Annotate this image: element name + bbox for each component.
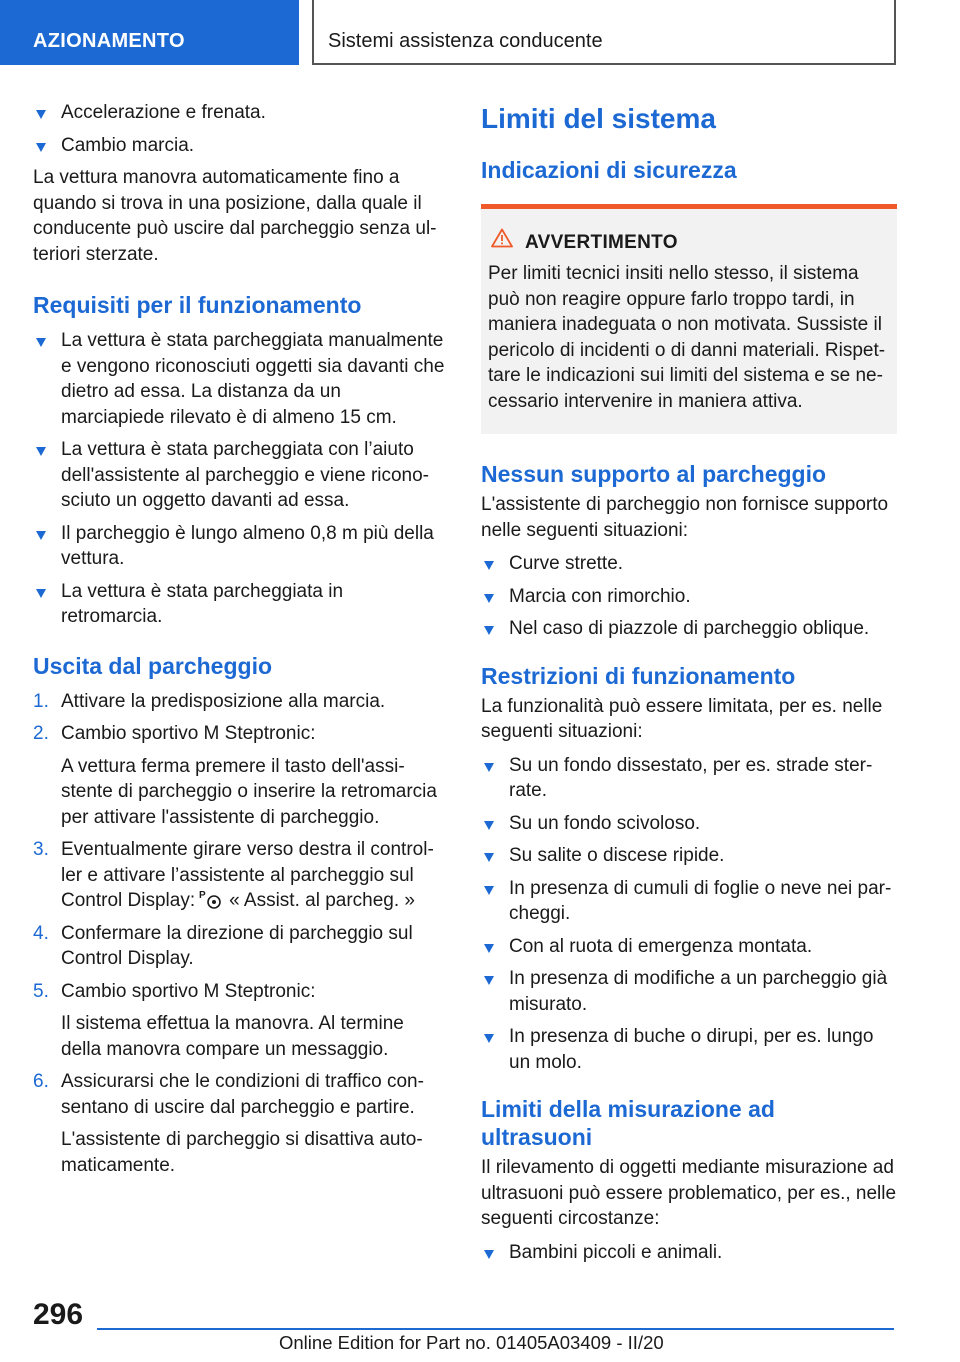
section-heading-restrictions: Restrizioni di funzionamento <box>481 662 796 689</box>
section-heading-no-support: Nessun supporto al parcheggio <box>481 461 827 487</box>
section-heading-requirements: Requisiti per il funzionamento <box>33 292 362 318</box>
warning-box <box>481 204 897 434</box>
list-item: In presenza di cumuli di foglie o neve nei par- cheggi. <box>481 876 897 927</box>
bullet-triangle-icon <box>36 143 46 152</box>
list-item: Marcia con rimorchio. <box>481 584 897 610</box>
bullet-triangle-icon <box>484 626 494 635</box>
step-item: 4. Confermare la direzione di parcheggio sul Control Display. <box>33 922 413 969</box>
left-column <box>33 100 449 1185</box>
page-number: 296 <box>33 1298 84 1331</box>
bullet-triangle-icon <box>484 886 494 895</box>
list-item: Su un fondo scivoloso. <box>481 811 897 837</box>
step-item: 5. Cambio sportivo M Steptronic: Il sistema effettua la manovra. Al termine della manovra compare un messaggio. <box>33 980 404 1060</box>
chapter-title: Sistemi assistenza conducente <box>312 0 896 65</box>
bullet-triangle-icon <box>484 853 494 862</box>
list-item: Su un fondo dissestato, per es. strade ster- rate. <box>481 753 897 804</box>
step-item: 6. Assicurarsi che le condizioni di traffico con- sentano di uscire dal parcheggio e partire. L'assistente di parcheggio si disattiva auto- maticamente. <box>33 1071 424 1176</box>
footer-divider <box>97 1328 894 1330</box>
list-item: Su salite o discese ripide. <box>481 843 897 869</box>
list-item: La vettura è stata parcheggiata con l’aiuto dell'assistente al parcheggio e viene ricono- sciuto un oggetto davanti ad essa. <box>33 437 449 514</box>
step-item: 3. Eventualmente girare verso destra il control- ler e attivare l’assistente al parcheggio sul Control Display: P « Assist. al parcheg. » <box>33 839 434 911</box>
step-item: 1. Attivare la predisposizione alla marcia. <box>33 690 386 712</box>
section-heading-safety: Indicazioni di sicurezza <box>481 157 737 183</box>
step-item: 2. Cambio sportivo M Steptronic: A vettura ferma premere il tasto dell'assi- stente di parcheggio o inserire la retromarcia per attivare l'assistente di parcheggio. <box>33 723 437 828</box>
list-item: Curve strette. <box>481 551 897 577</box>
list-item: Accelerazione e frenata. <box>33 100 449 126</box>
bullet-triangle-icon <box>484 821 494 830</box>
list-item: In presenza di modifiche a un parcheggio già misurato. <box>481 966 897 1017</box>
warning-text: Per limiti tecnici insiti nello stesso, il sistema può non reagire oppure farlo troppo tardi, in maniera inadeguata o non motivata. Sussiste il pericolo di incidenti o di danni materiali. Rispet- tare le indicazioni sui limiti del sistema e se ne- cessario intervenire in maniera attiva. <box>488 263 886 412</box>
bullet-triangle-icon <box>36 589 46 598</box>
bullet-triangle-icon <box>484 1250 494 1259</box>
section-title-limits: Limiti del sistema <box>481 103 716 134</box>
footer-edition: Online Edition for Part no. 01405A03409 - II/20 <box>279 1332 664 1353</box>
list-item: La vettura è stata parcheggiata in retromarcia. <box>33 579 449 630</box>
section-heading-ultrasound: Limiti della misurazione ad ultrasuoni <box>481 1096 775 1150</box>
bullet-triangle-icon <box>36 338 46 347</box>
list-item: Il parcheggio è lungo almeno 0,8 m più della vettura. <box>33 521 449 572</box>
bullet-triangle-icon <box>484 944 494 953</box>
list-item: Cambio marcia. <box>33 133 449 159</box>
section-tab: AZIONAMENTO <box>0 0 299 65</box>
intro-paragraph: La vettura manovra automaticamente fino a quando si trova in una posizione, dalla quale il conducente può uscire dal parcheggio senza ul- teriori sterzate. <box>33 167 437 265</box>
warning-triangle-icon <box>491 228 513 248</box>
bullet-triangle-icon <box>36 110 46 119</box>
list-item: La vettura è stata parcheggiata manualmente e vengono riconosciuti oggetti sia davanti che dietro ad essa. La distanza da un marciapiede rilevato è di almeno 15 cm. <box>33 328 449 430</box>
list-item: Nel caso di piazzole di parcheggio oblique. <box>481 616 897 642</box>
ultrasound-paragraph: Il rilevamento di oggetti mediante misurazione ad ultrasuoni può essere problematico, per es., nelle seguenti circostanze: <box>481 1157 897 1229</box>
section-heading-exit: Uscita dal parcheggio <box>33 652 273 679</box>
svg-text:P: P <box>199 890 206 901</box>
list-item: Con al ruota di emergenza montata. <box>481 934 897 960</box>
bullet-triangle-icon <box>36 447 46 456</box>
list-item: In presenza di buche o dirupi, per es. lungo un molo. <box>481 1024 897 1075</box>
right-column <box>481 102 897 1272</box>
parking-assistant-icon <box>199 889 223 909</box>
no-support-paragraph: L'assistente di parcheggio non fornisce supporto nelle seguenti situazioni: <box>481 494 889 541</box>
restrictions-paragraph: La funzionalità può essere limitata, per es. nelle seguenti situazioni: <box>481 695 883 742</box>
bullet-triangle-icon <box>484 976 494 985</box>
list-item: Bambini piccoli e animali. <box>481 1240 897 1266</box>
bullet-triangle-icon <box>36 531 46 540</box>
bullet-triangle-icon <box>484 561 494 570</box>
warning-title: AVVERTIMENTO <box>488 231 889 255</box>
bullet-triangle-icon <box>484 1034 494 1043</box>
bullet-triangle-icon <box>484 763 494 772</box>
bullet-triangle-icon <box>484 594 494 603</box>
